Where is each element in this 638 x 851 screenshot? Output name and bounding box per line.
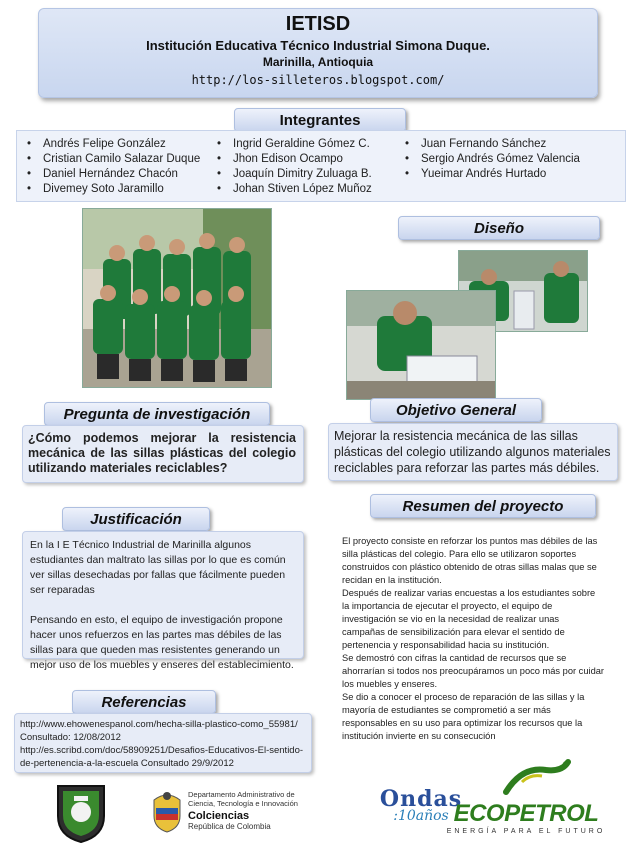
- colciencias-country: República de Colombia: [188, 822, 271, 831]
- resumen-paragraph-3: Se demostró con cifras la cantidad de recursos que se ahorrarían si todos nos preocupáramos un poco más por cuidar los muebles y enseres.: [342, 653, 605, 689]
- members-column-2: [217, 137, 372, 197]
- justificacion-text: [30, 538, 300, 673]
- member-item: • Ingrid Geraldine Gómez C.: [217, 137, 372, 152]
- member-item: • Jhon Edison Ocampo: [217, 152, 372, 167]
- members-column-1: [27, 137, 200, 197]
- member-item: • Daniel Hernández Chacón: [27, 167, 200, 182]
- group-photo: [82, 208, 272, 388]
- colciencias-name: Colciencias: [188, 810, 250, 822]
- pregunta-text: ¿Cómo podemos mejorar la resistencia mecánica de las sillas plásticas del colegio utilizando materiales reciclables?: [28, 431, 296, 475]
- justificacion-paragraph-2: Pensando en esto, el equipo de investigación propone hacer unos refuerzos en las partes mas débiles de las sillas para que queden mas resistentes generando un mejor uso de los muebles y enseres del establecimiento.: [30, 614, 294, 671]
- resumen-text: [342, 535, 604, 743]
- ecopetrol-logo: [446, 800, 606, 840]
- member-item: • Yueimar Andrés Hurtado: [405, 167, 580, 182]
- member-item: • Joaquín Dimitry Zuluaga B.: [217, 167, 372, 182]
- design-photo-2: [346, 290, 496, 400]
- ecopetrol-tagline: ENERGÍA PARA EL FUTURO: [446, 828, 606, 835]
- colombia-coat-of-arms-icon: [150, 790, 184, 834]
- members-list: [16, 130, 626, 202]
- member-item: • Divemey Soto Jaramillo: [27, 182, 200, 197]
- resumen-paragraph-4: Se dio a conocer el proceso de reparación de las sillas y la mayoría de estudiantes se comprometió a ser más responsables en su uso para optimizar los recursos que la institución invierte en su consecución: [342, 692, 585, 741]
- member-item: • Juan Fernando Sánchez: [405, 137, 580, 152]
- colciencias-logo: [188, 790, 308, 840]
- member-item: • Cristian Camilo Salazar Duque: [27, 152, 200, 167]
- section-pregunta: Pregunta de investigación: [44, 402, 270, 426]
- reference-date-1: Consultado: 12/08/2012: [20, 732, 121, 743]
- institution-location: Marinilla, Antioquia: [262, 55, 374, 69]
- poster-header: [38, 8, 598, 98]
- institution-name: Institución Educativa Técnico Industrial Simona Duque.: [146, 38, 490, 53]
- member-item: • Sergio Andrés Gómez Valencia: [405, 152, 580, 167]
- poster-title: IETISD: [285, 13, 351, 35]
- colciencias-department: Departamento Administrativo de Ciencia, Tecnología e Innovación: [188, 790, 298, 808]
- resumen-paragraph-2: Después de realizar varias encuestas a los estudiantes sobre la importancia de ejecutar el proyecto, el equipo de investigación se vio en la necesidad de realizar unas campañas de sensibilización para elevar el sentido de pertenencia y responsabilidad hacia su institución.: [342, 588, 596, 650]
- members-column-3: [405, 137, 580, 182]
- ondas-name: Ondas: [379, 786, 463, 812]
- reference-link-2[interactable]: http://es.scribd.com/doc/58909251/Desafios-Educativos-El-sentido-de-pertenencia-a-la-escuela Consultado 29/9/2012: [20, 745, 304, 769]
- reference-link-1[interactable]: http://www.ehowenespanol.com/hecha-silla-plastico-como_55981/: [20, 719, 298, 730]
- objetivo-text: Mejorar la resistencia mecánica de las sillas plásticas del colegio utilizando algunos materiales reciclables para reforzar las partes más débiles.: [334, 429, 611, 475]
- school-seal-logo: [54, 782, 108, 844]
- section-referencias: Referencias: [72, 690, 216, 714]
- section-objetivo: Objetivo General: [370, 398, 542, 422]
- section-resumen: Resumen del proyecto: [370, 494, 596, 518]
- blog-link[interactable]: http://los-silleteros.blogspot.com/: [191, 73, 445, 87]
- ecopetrol-name: ECOPETROL: [453, 800, 599, 827]
- section-justificacion: Justificación: [62, 507, 210, 531]
- referencias-text: [20, 718, 310, 770]
- member-item: • Andrés Felipe González: [27, 137, 200, 152]
- iguana-icon: [502, 756, 572, 800]
- section-integrantes: Integrantes: [234, 108, 406, 132]
- resumen-paragraph-1: El proyecto consiste en reforzar los puntos mas débiles de las silla plásticas del colegio. Para ello se utilizaron soportes construidos con plástico obtenido de otras sillas malas que se recidan en la institución.: [342, 536, 598, 585]
- member-item: • Johan Stiven López Muñoz: [217, 182, 372, 197]
- section-diseno: Diseño: [398, 216, 600, 240]
- ondas-years: :10años: [393, 808, 449, 824]
- justificacion-paragraph-1: En la I E Técnico Industrial de Marinilla algunos estudiantes dan maltrato las sillas por lo que es común ver sillas desechadas por fallas que fácilmente pueden ser reparadas: [30, 539, 286, 596]
